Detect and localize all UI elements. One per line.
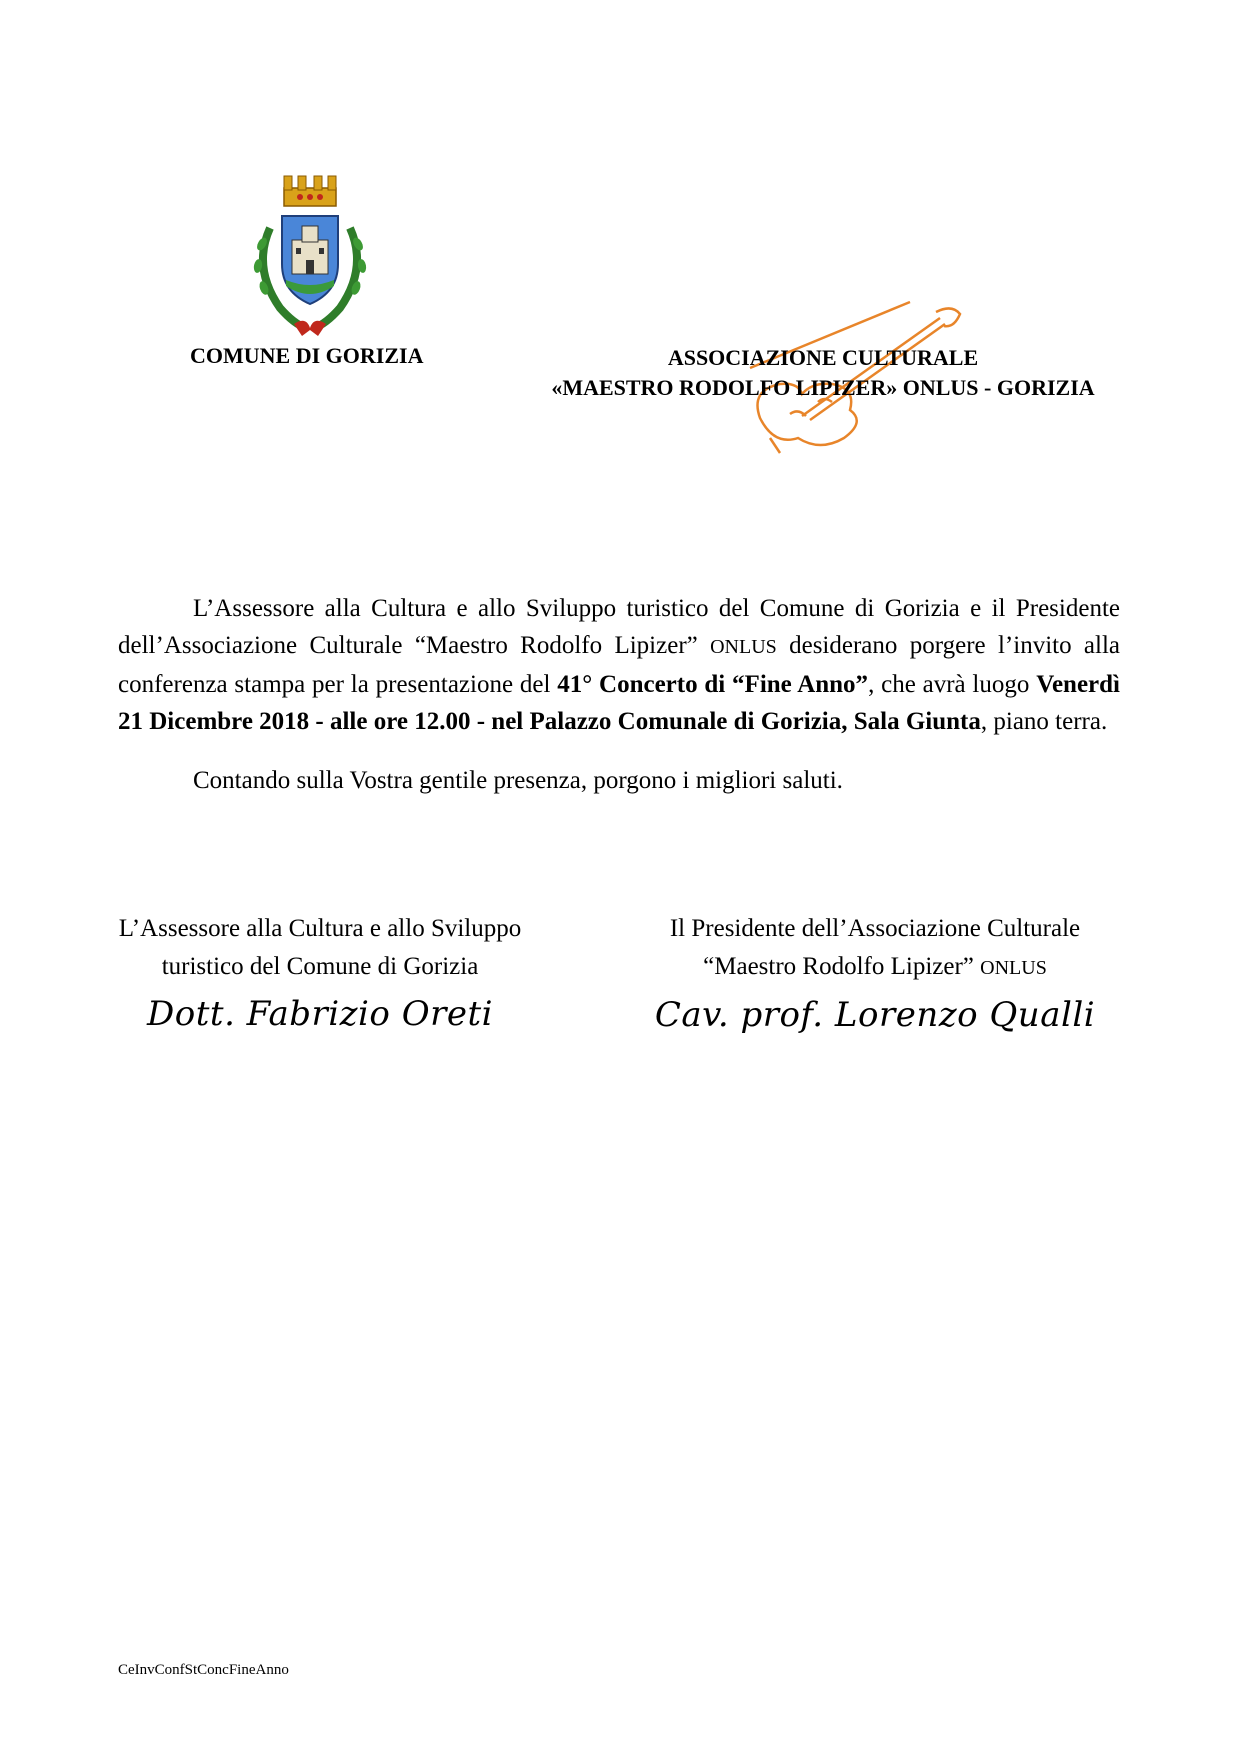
associazione-header — [528, 343, 1118, 403]
crown-icon — [284, 176, 336, 206]
invitation-body — [118, 590, 1120, 799]
document-code: CeInvConfStConcFineAnno — [118, 1662, 289, 1678]
signature-oreti: Dott. Fabrizio Oreti — [147, 994, 493, 1034]
gorizia-coat-of-arms-icon — [242, 168, 378, 340]
closing-paragraph: Contando sulla Vostra gentile presenza, porgono i migliori saluti. — [193, 767, 843, 794]
signature-block-right — [640, 910, 1110, 1037]
signature-qualli: Cav. prof. Lorenzo Qualli — [654, 995, 1096, 1035]
signer-role-line2: “Maestro Rodolfo Lipizer” ONLUS — [703, 953, 1047, 980]
signer-role-line2: turistico del Comune di Gorizia — [161, 953, 479, 980]
invitation-paragraph: L’Assessore alla Cultura e allo Sviluppo turistico del Comune di Gorizia e il Presidente dell’Associazione Culturale “Maestro Rodolfo Lipizer” ONLUS desiderano porgere l’invito alla conferenza stampa per la presentazione del 41° Concerto di “Fine Anno”, che avrà luogo Venerdì 21 Dicembre 2018 - alle ore 12.00 - nel Palazzo Comunale di Gorizia, Sala Giunta, piano terra. — [118, 595, 1121, 735]
signer-role-line1: Il Presidente dell’Associazione Culturale — [669, 915, 1081, 942]
associazione-title-line2: «MAESTRO RODOLFO LIPIZER» ONLUS - GORIZIA — [551, 375, 1095, 400]
comune-di-gorizia-label: COMUNE DI GORIZIA — [190, 343, 424, 368]
concert-title: 41° Concerto di “Fine Anno” — [557, 671, 869, 698]
signature-block-left — [85, 910, 555, 1036]
event-date-location: Venerdì 21 Dicembre 2018 - alle ore 12.00 - nel Palazzo Comunale di Gorizia, Sala Giunta — [118, 671, 1120, 735]
associazione-title-line1: ASSOCIAZIONE CULTURALE — [667, 345, 979, 370]
signer-role-line1: L’Assessore alla Cultura e allo Sviluppo — [118, 915, 522, 942]
